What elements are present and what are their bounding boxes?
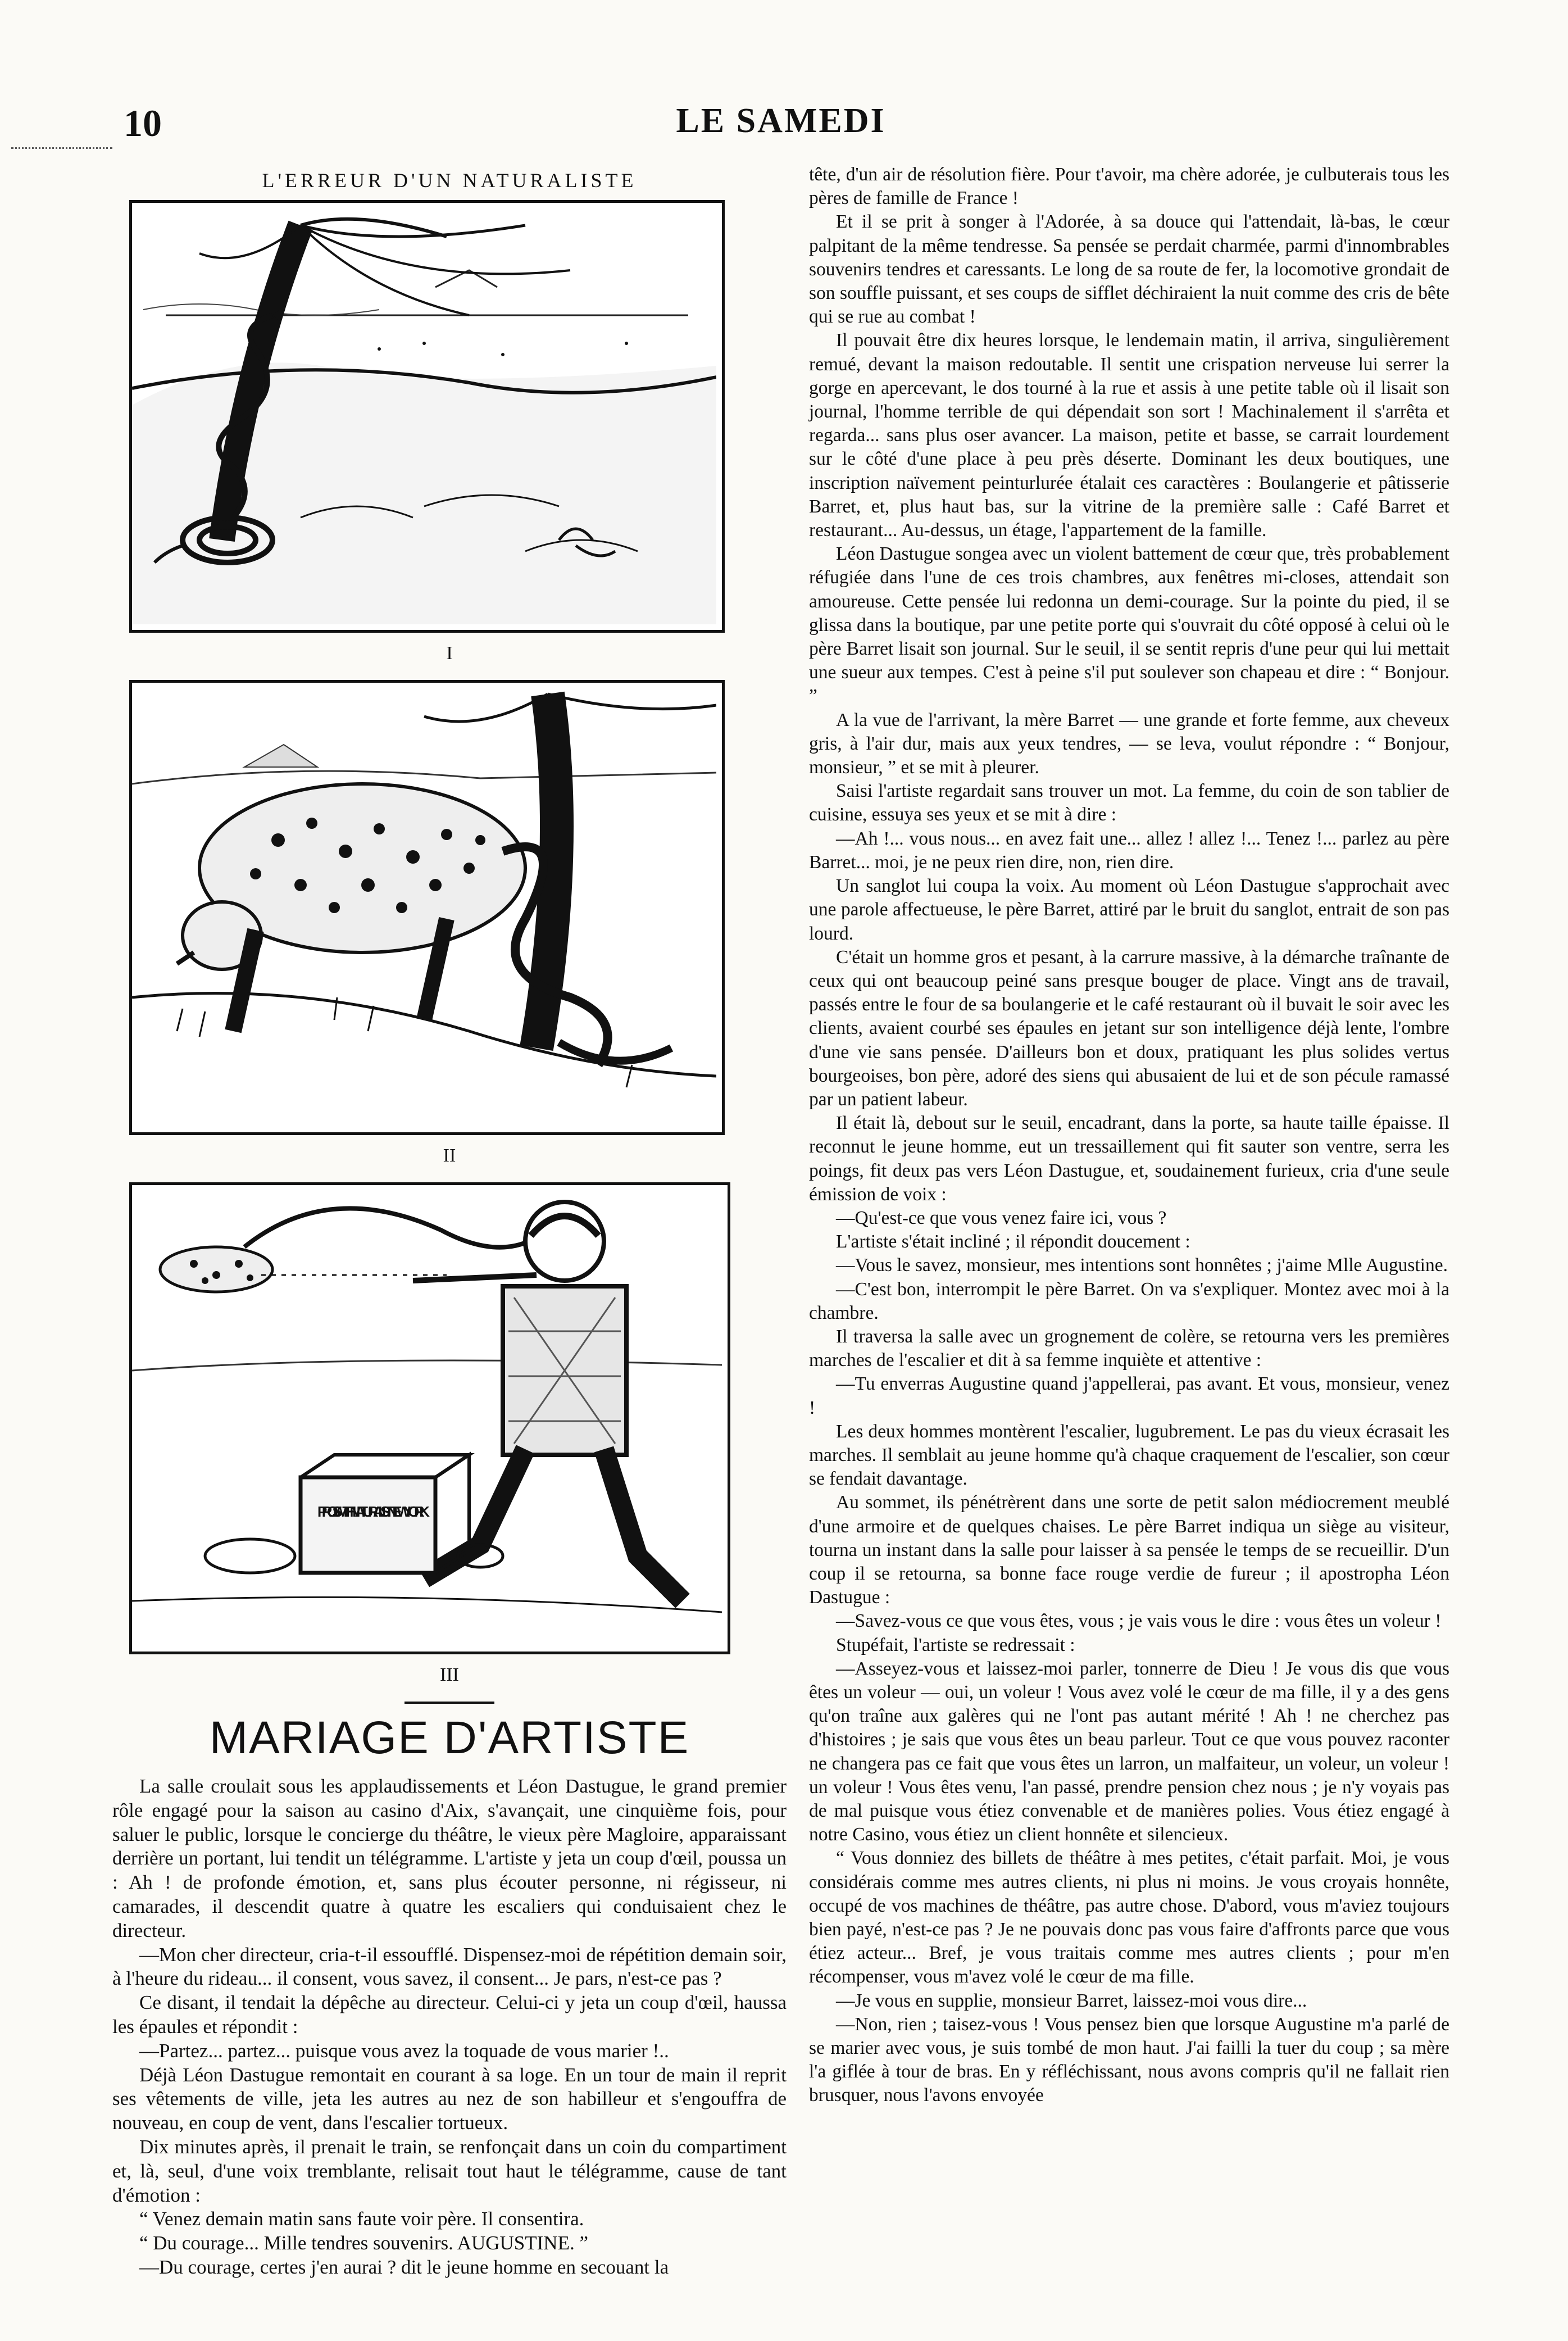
article-title: MARIAGE D'ARTISTE	[209, 1712, 690, 1763]
paragraph: —Tu enverras Augustine quand j'appellerai, pas avant. Et vous, monsieur, venez !	[809, 1373, 1449, 1418]
paragraph: —Mon cher directeur, cria-t-il essoufflé. Dispensez-moi de répétition demain soir, à l'heure du rideau... il consent, vous savez, il consent... Je pars, n'est-ce pas ?	[112, 1943, 787, 1990]
journal-title: LE SAMEDI	[676, 102, 886, 140]
illustration-panel-3	[129, 1182, 730, 1654]
left-column	[112, 163, 787, 2280]
paragraph: Déjà Léon Dastugue remontait en courant à sa loge. En un tour de main il reprit ses vêtements de ville, jeta les autres au nez de son habilleur et s'engouffra de nouveau, en coup de vent, dans l'escalier tortueux.	[112, 2063, 787, 2134]
paragraph: C'était un homme gros et pesant, à la carrure massive, à la démarche traînante de ceux qui ont beaucoup peiné sans presque bouger de place. Vingt ans de travail, passés entre le four de sa boulangerie et le café restaurant où il buvait le soir avec les clients, avaient courbé ses épaules en jetant sur son intelligence déjà lente, l'ombre d'une vie sans pensée. D'ailleurs bon et doux, pratiquant les plus solides vertus bourgeoises, bon père, adoré des siens qui abusaient de lui et de son pécule ramassé par un patient labeur.	[809, 946, 1449, 1110]
illustration-title: L'ERREUR D'UN NATURALISTE	[262, 169, 637, 192]
leopard-snake-drawing	[132, 683, 716, 1127]
paragraph: —Non, rien ; taisez-vous ! Vous pensez bien que lorsque Augustine m'a parlé de se marier avec vous, je suis tombé de mon haut. J'ai failli la tuer du coup ; sa mère l'a giflée à tour de bras. En y réfléchissant, nous avons compris qu'il ne fallait rien brusquer, nous l'avons envoyée	[809, 2013, 1449, 2106]
paragraph: —Asseyez-vous et laissez-moi parler, tonnerre de Dieu ! Je vous dis que vous êtes un voleur — oui, un voleur ! Vous avez volé le cœur de ma fille, il y a des gens qu'on traîne aux galères qui ne l'ont pas autant mérité ! Ah ! ne cherchez pas d'histoires ; je sais que vous êtes un beau parleur. Tout ce que vous pouvez raconter ne changera pas ce fait que vous êtes un larron, un malfaiteur, un voleur, un voleur ! un voleur ! Vous êtes venu, l'an passé, prendre pension chez nous ; je n'y voyais pas de mal puisque vous étiez convenable et de manières polies. Vous étiez engagé à notre Casino, vous étiez un client honnête et silencieux.	[809, 1658, 1449, 1845]
paragraph: La salle croulait sous les applaudissements et Léon Dastugue, le grand premier rôle engagé pour la saison au casino d'Aix, s'avançait, une cinquième fois, pour saluer le public, lorsque le concierge du théâtre, le vieux père Magloire, apparaissant derrière un portant, lui tendit un télégramme. L'artiste y jeta un coup d'œil, poussa un : Ah ! de profonde émotion, et, sans plus écouter personne, ni régisseur, ni camarades, il descendit quatre à quatre les escaliers qui conduisaient chez le directeur.	[112, 1775, 787, 1941]
paragraph: Dix minutes après, il prenait le train, se renfonçait dans un coin du compartiment et, là, seul, d'une voix tremblante, relisait tout haut le télégramme, cause de tant d'émotion :	[112, 2135, 787, 2206]
paragraph: tête, d'un air de résolution fière. Pour t'avoir, ma chère adorée, je culbuterais tous les pères de famille de France !	[809, 164, 1449, 209]
paragraph: Et il se prit à songer à l'Adorée, à sa douce qui l'attendait, là-bas, le cœur palpitant de la même tendresse. Sa pensée se perdait charmée, parmi d'innombrables souvenirs tendres et caressants. Le long de sa route de fer, la locomotive grondait de son souffle puissant, et ses coups de sifflet déchiraient la nuit comme des cris de bête qui se rue au combat !	[809, 211, 1449, 328]
paragraph: —Je vous en supplie, monsieur Barret, laissez-moi vous dire...	[836, 1990, 1307, 2011]
paragraph: —Qu'est-ce que vous venez faire ici, vous ?	[836, 1207, 1167, 1228]
paragraph: —C'est bon, interrompit le père Barret. On va s'expliquer. Montez avec moi à la chambre.	[809, 1278, 1449, 1323]
paragraph: Au sommet, ils pénétrèrent dans une sorte de petit salon médiocrement meublé d'une armoire et de quelques chaises. Le père Barret indiqua un siège au visiteur, tourna un instant dans la salle pour laisser à sa pensée le temps de se recueillir. D'un coup il se retourna, sa bonne face rouge verdie de fureur ; il apostropha Léon Dastugue :	[809, 1492, 1449, 1608]
panel-3-number: III	[440, 1664, 459, 1685]
paragraph: Stupéfait, l'artiste se redressait :	[836, 1634, 1075, 1655]
paragraph: Les deux hommes montèrent l'escalier, lugubrement. Le pas du vieux écrasait les marches. Il semblait au jeune homme qu'à chaque craquement de l'escalier, son cœur se fendait davantage.	[809, 1421, 1449, 1490]
snake-tree-drawing	[132, 203, 716, 624]
right-column	[809, 163, 1449, 2108]
paragraph: “ Vous donniez des billets de théâtre à mes petites, c'était parfait. Moi, je vous considérais comme mes autres clients, ni plus ni moins. Je vous croyais honnête, occupé de vos machines de théâtre, pas autre chose. D'abord, vous m'aviez toujours bien payé, n'est-ce pas ? Je ne pouvais donc pas vous faire d'affronts parce que vous étiez acteur... Bref, je vous traitais comme mes autres clients ; pour m'en récompenser, vous m'avez volé le cœur de ma fille.	[809, 1848, 1449, 1988]
paragraph: Il était là, debout sur le seuil, encadrant, dans la porte, sa haute taille épaisse. Il reconnut le jeune homme, eut un tressaillement qui fit sauter son ventre, serra les poings, fit deux pas vers Léon Dastugue, et, soudainement furieux, cria d'une seule émission de voix :	[809, 1113, 1449, 1205]
paragraph: L'artiste s'était incliné ; il répondit doucement :	[836, 1231, 1190, 1253]
paragraph: —Partez... partez... puisque vous avez la toquade de vous marier !..	[139, 2039, 669, 2062]
paragraph: —Vous le savez, monsieur, mes intentions sont honnêtes ; j'aime Mlle Augustine.	[836, 1255, 1448, 1276]
left-column-text	[112, 1775, 787, 2280]
panel-1-number: I	[446, 643, 453, 664]
title-rule	[405, 1702, 494, 1704]
paragraph: A la vue de l'arrivant, la mère Barret — une grande et forte femme, aux cheveux gris, à l'air dur, mais aux yeux tendres, — se leva, voulut répondre : “ Bonjour, monsieur, ” et se mit à pleurer.	[809, 709, 1449, 778]
right-column-text	[809, 163, 1449, 2108]
paragraph: Il pouvait être dix heures lorsque, le lendemain matin, il arriva, singulièrement remué, devant la maison redoutable. Il sentit une crispation nerveuse lui serrer la gorge en apercevant, le dos tourné à la rue et assis à une petite table où il lisait son journal, l'homme terrible de qui dépendait son sort ! Machinalement il s'arrêta et regarda... sans plus oser avancer. La maison, petite et basse, se carrait lourdement sur le côté d'une place à peu près déserte. Dominant les deux boutiques, une inscription naïvement peinturlurée étalait ces caractères : Boulangerie et pâtisserie Barret, et, plus haut bas, sur la vitrine de la première salle : Café Barret et restaurant... Au-dessus, un étage, l'appartement de la famille.	[809, 330, 1449, 541]
illustration-panel-2	[129, 680, 725, 1135]
page-number: 10	[124, 102, 162, 144]
paragraph: Un sanglot lui coupa la voix. Au moment où Léon Dastugue s'approchait avec une parole affectueuse, le père Barret, attiré par le bruit du sanglot, entrait de son pas lourd.	[809, 875, 1449, 944]
paragraph: Léon Dastugue songea avec un violent battement de cœur que, très probablement réfugiée dans l'une de ces trois chambres, aux fenêtres mi-closes, attendait son amoureuse. Cette pensée lui redonna un demi-courage. Sur la pointe du pied, il se glissa dans la boutique, par une petite porte qui s'ouvrait du côté opposé à celui où le père Barret lisait son journal. Sur le seuil, il se sentit repris d'une peur qui lui mettait une sueur aux tempes. C'est à peine s'il put soulever son chapeau et dire : “ Bonjour. ”	[809, 543, 1449, 707]
paragraph: Ce disant, il tendait la dépêche au directeur. Celui-ci y jeta un coup d'œil, haussa les épaules et répondit :	[112, 1991, 787, 2038]
paragraph: Saisi l'artiste regardait sans trouver un mot. La femme, du coin de son tablier de cuisine, essuya ses yeux et se mit à dire :	[809, 781, 1449, 825]
paragraph: —Ah !... vous nous... en avez fait une... allez ! allez !... Tenez !... parlez au père Barret... moi, je ne peux rien dire, non, rien dire.	[809, 828, 1449, 873]
paragraph: Il traversa la salle avec un grognement de colère, se retourna vers les premières marches de l'escalier et dit à sa femme inquiète et attentive :	[809, 1326, 1449, 1371]
paragraph: “ Du courage... Mille tendres souvenirs. AUGUSTINE. ”	[139, 2232, 588, 2254]
hunter-drawing	[132, 1185, 722, 1646]
page-header	[112, 90, 1449, 144]
crate-label: PROF. SMITH NATURALIST NEW YORK	[317, 1503, 430, 1520]
paragraph: —Du courage, certes j'en aurai ? dit le jeune homme en secouant la	[139, 2256, 669, 2278]
header-rule	[11, 147, 112, 149]
panel-2-number: II	[443, 1145, 456, 1166]
illustration-panel-1	[129, 200, 725, 633]
paragraph: —Savez-vous ce que vous êtes, vous ; je vais vous le dire : vous êtes un voleur !	[836, 1610, 1442, 1632]
paragraph: “ Venez demain matin sans faute voir père. Il consentira.	[139, 2208, 584, 2230]
